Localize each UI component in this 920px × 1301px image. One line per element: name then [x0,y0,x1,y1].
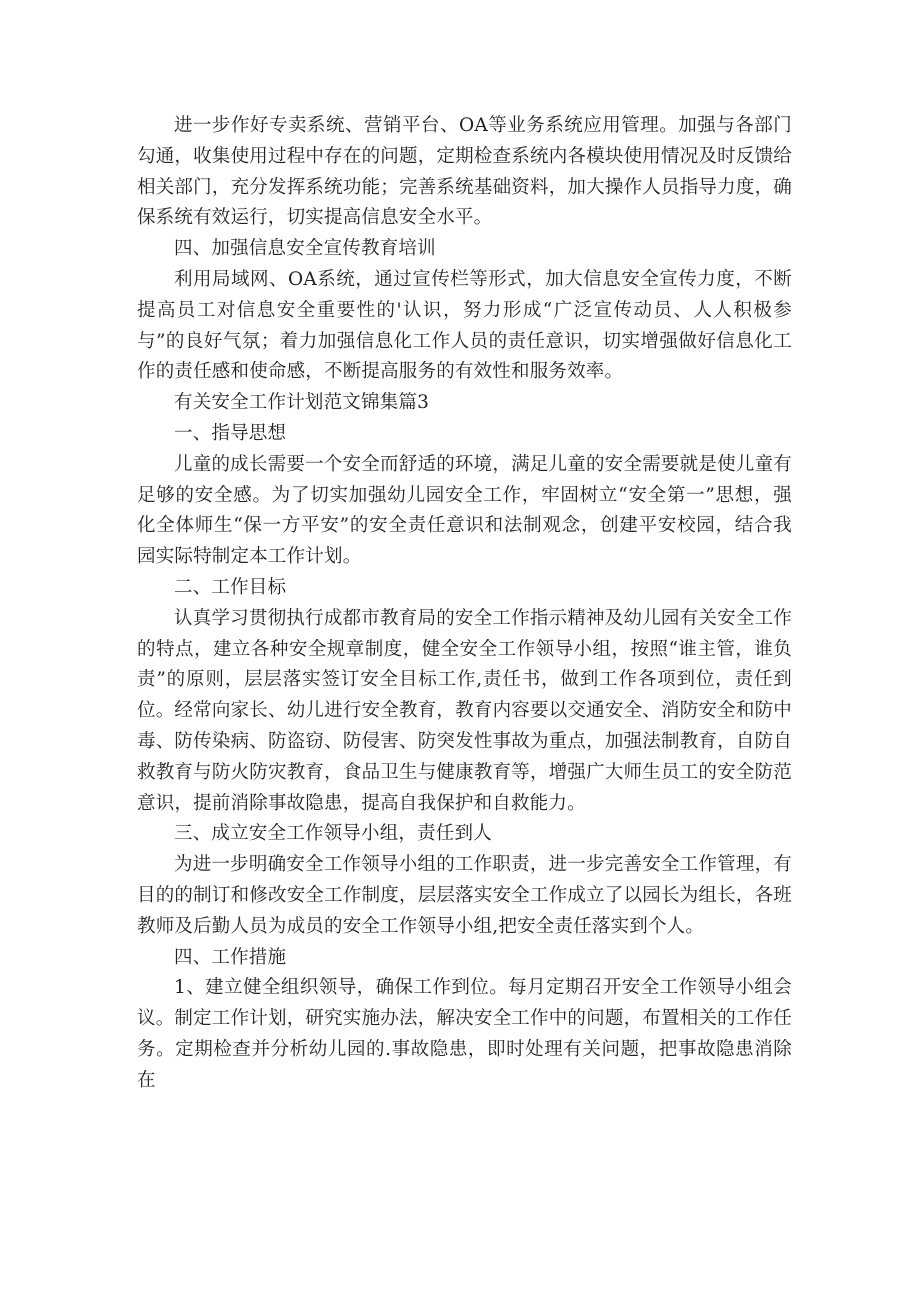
article-title: 有关安全工作计划范文锦集篇3 [174,392,430,414]
paragraph-system-management: 进一步作好专卖系统、营销平台、OA等业务系统应用管理。加强与各部门勾通，收集使用过程中存在的问题，定期检查系统内各模块使用情况及时反馈给相关部门，充分发挥系统功能；完善系统基础资料，加大操作人员指导力度，确保系统有效运行，切实提高信息安全水平。 [137,115,792,229]
paragraph-guiding-ideology: 儿童的成长需要一个安全而舒适的环境，满足儿童的安全需要就是使儿童有足够的安全感。为了切实加强幼儿园安全工作，牢固树立“安全第一”思想，强化全体师生“保一方平安”的安全责任意识和法制观念，创建平安校园，结合我园实际特制定本工作计划。 [137,453,792,568]
paragraph-publicity: 利用局域网、OA系统，通过宣传栏等形式，加大信息安全宣传力度，不断提高员工对信息安全重要性的'认识，努力形成“广泛宣传动员、人人积极参与”的良好气氛；着力加强信息化工作人员的责任意识，切实增强做好信息化工作的责任感和使命感，不断提高服务的有效性和服务效率。 [137,268,792,383]
document-body [137,111,792,1097]
section-heading-work-measures: 四、工作措施 [174,946,287,968]
section-heading-work-goals: 二、工作目标 [174,576,287,598]
section-heading-training: 四、加强信息安全宣传教育培训 [174,238,436,260]
section-heading-guiding-ideology: 一、指导思想 [174,422,287,444]
section-heading-leadership-group: 三、成立安全工作领导小组，责任到人 [174,823,492,845]
paragraph-work-measures: 1、建立健全组织领导，确保工作到位。每月定期召开安全工作领导小组会议。制定工作计划，研究实施办法，解决安全工作中的问题，布置相关的工作任务。定期检查并分析幼儿园的.事故隐患，即时处理有关问题，把事故隐患消除在 [137,977,792,1091]
paragraph-leadership-group: 为进一步明确安全工作领导小组的工作职责，进一步完善安全工作管理，有目的的制订和修改安全工作制度，层层落实安全工作成立了以园长为组长，各班教师及后勤人员为成员的安全工作领导小组,把安全责任落实到个人。 [137,854,792,937]
paragraph-work-goals: 认真学习贯彻执行成都市教育局的安全工作指示精神及幼儿园有关安全工作的特点，建立各种安全规章制度，健全安全工作领导小组，按照“谁主管，谁负责”的原则，层层落实签订安全目标工作,责任书，做到工作各项到位，责任到位。经常向家长、幼儿进行安全教育，教育内容要以交通安全、消防安全和防中毒、防传染病、防盗窃、防侵害、防突发性事故为重点，加强法制教育，自防自救教育与防火防灾教育，食品卫生与健康教育等，增强广大师生员工的安全防范意识，提前消除事故隐患，提高自我保护和自救能力。 [137,607,792,814]
